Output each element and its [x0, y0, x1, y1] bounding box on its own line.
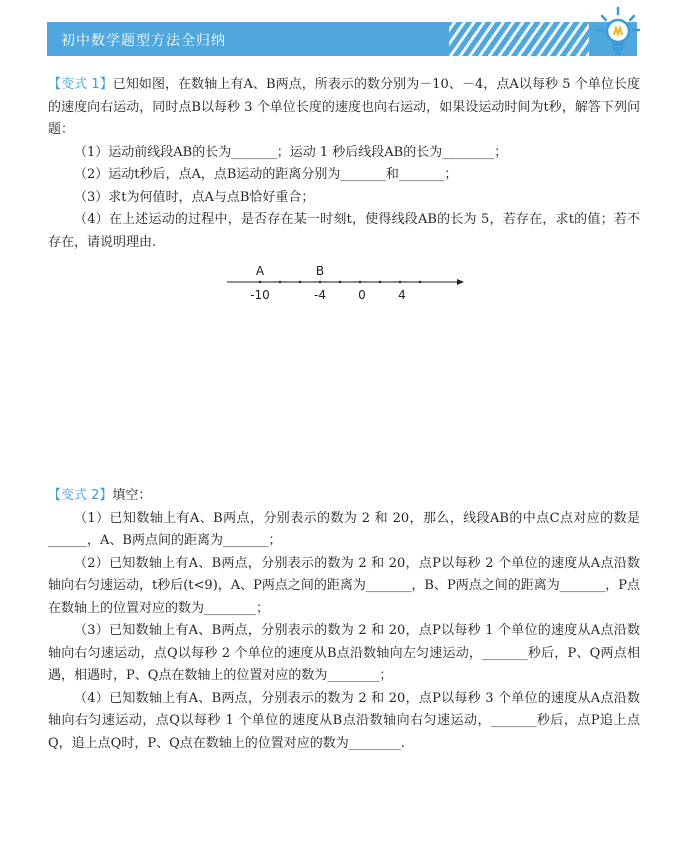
- number-line-tick: [359, 281, 361, 283]
- number-line-tick: [299, 281, 301, 283]
- point-label-a: A: [255, 264, 265, 278]
- variant-1-intro: [48, 74, 640, 142]
- tick-label-neg10: -10: [250, 288, 270, 302]
- variant-1-question-1: （1）运动前线段AB的长为_______；运动 1 秒后线段AB的长为________；: [74, 144, 508, 160]
- variant-2-question-3: （3）已知数轴上有A、B两点，分别表示的数为 2 和 20，点P以每秒 1 个单位的速度从A点沿数轴向右匀速运动，点Q以每秒 2 个单位的速度从B点沿数轴向左匀速运动，_______秒后，P、Q两点相遇，相遇时，P、Q点在数轴上的位置对应的数为________；: [48, 623, 640, 683]
- number-line-figure: [225, 262, 465, 306]
- number-line-tick: [399, 281, 401, 283]
- number-line-tick: [419, 281, 421, 283]
- tick-label-neg4: -4: [314, 288, 326, 302]
- variant-1-intro-text: 已知如图，在数轴上有A、B两点，所表示的数分别为－10、－4，点A以每秒 5 个单位长度的速度向右运动，同时点B以每秒 3 个单位长度的速度也向右运动，如果设运动时间为t秒，解答下列问题：: [48, 77, 640, 137]
- variant-1-tag: 【变式 1】: [48, 77, 113, 92]
- variant-2-question-2: （2）已知数轴上有A、B两点，分别表示的数为 2 和 20，点P以每秒 2 个单位的速度从A点沿数轴向右匀速运动，t秒后(t<9)，A、P两点之间的距离为_______，B、P两点之间的距离为_______，P点在数轴上的位置对应的数为________；: [48, 555, 640, 616]
- variant-1-question-4: （4）在上述运动的过程中，是否存在某一时刻t，使得线段AB的长为 5，若存在，求t的值；若不存在，请说明理由.: [48, 212, 640, 250]
- tick-label-0: 0: [358, 288, 366, 302]
- number-line-tick: [379, 281, 381, 283]
- header-title: 初中数学题型方法全归纳: [61, 33, 226, 49]
- number-line-tick: [339, 281, 341, 283]
- number-line-arrow: [457, 279, 464, 285]
- number-line-tick: [279, 281, 281, 283]
- variant-2-intro-text: 填空：: [112, 488, 152, 503]
- header-stripes: [449, 22, 589, 56]
- tick-label-4: 4: [398, 288, 406, 302]
- variant-1-question-3: （3）求t为何值时，点A与点B恰好重合；: [74, 189, 315, 205]
- number-line-tick: [259, 281, 261, 283]
- variant-2-tag: 【变式 2】: [48, 488, 113, 503]
- variant-1-question-2: （2）运动t秒后，点A，点B运动的距离分别为_______和_______；: [74, 167, 458, 182]
- header-banner: [47, 22, 637, 56]
- lightbulb-icon: [594, 6, 642, 58]
- variant-2-intro: [48, 485, 640, 508]
- number-line-tick: [319, 281, 321, 283]
- variant-2-question-4: （4）已知数轴上有A、B两点，分别表示的数为 2 和 20，点P以每秒 3 个单位的速度从A点沿数轴向右匀速运动，点Q以每秒 1 个单位的速度从B点沿数轴向右匀速运动，_______秒后，点P追上点Q，追上点Q时，P、Q点在数轴上的位置对应的数为________.: [48, 690, 640, 751]
- variant-2-question-1: （1）已知数轴上有A、B两点，分别表示的数为 2 和 20，那么，线段AB的中点C点对应的数是______，A、B两点间的距离为_______；: [48, 510, 640, 548]
- variant-1-section: [48, 74, 640, 254]
- point-label-b: B: [315, 264, 325, 278]
- variant-2-section: [48, 485, 640, 755]
